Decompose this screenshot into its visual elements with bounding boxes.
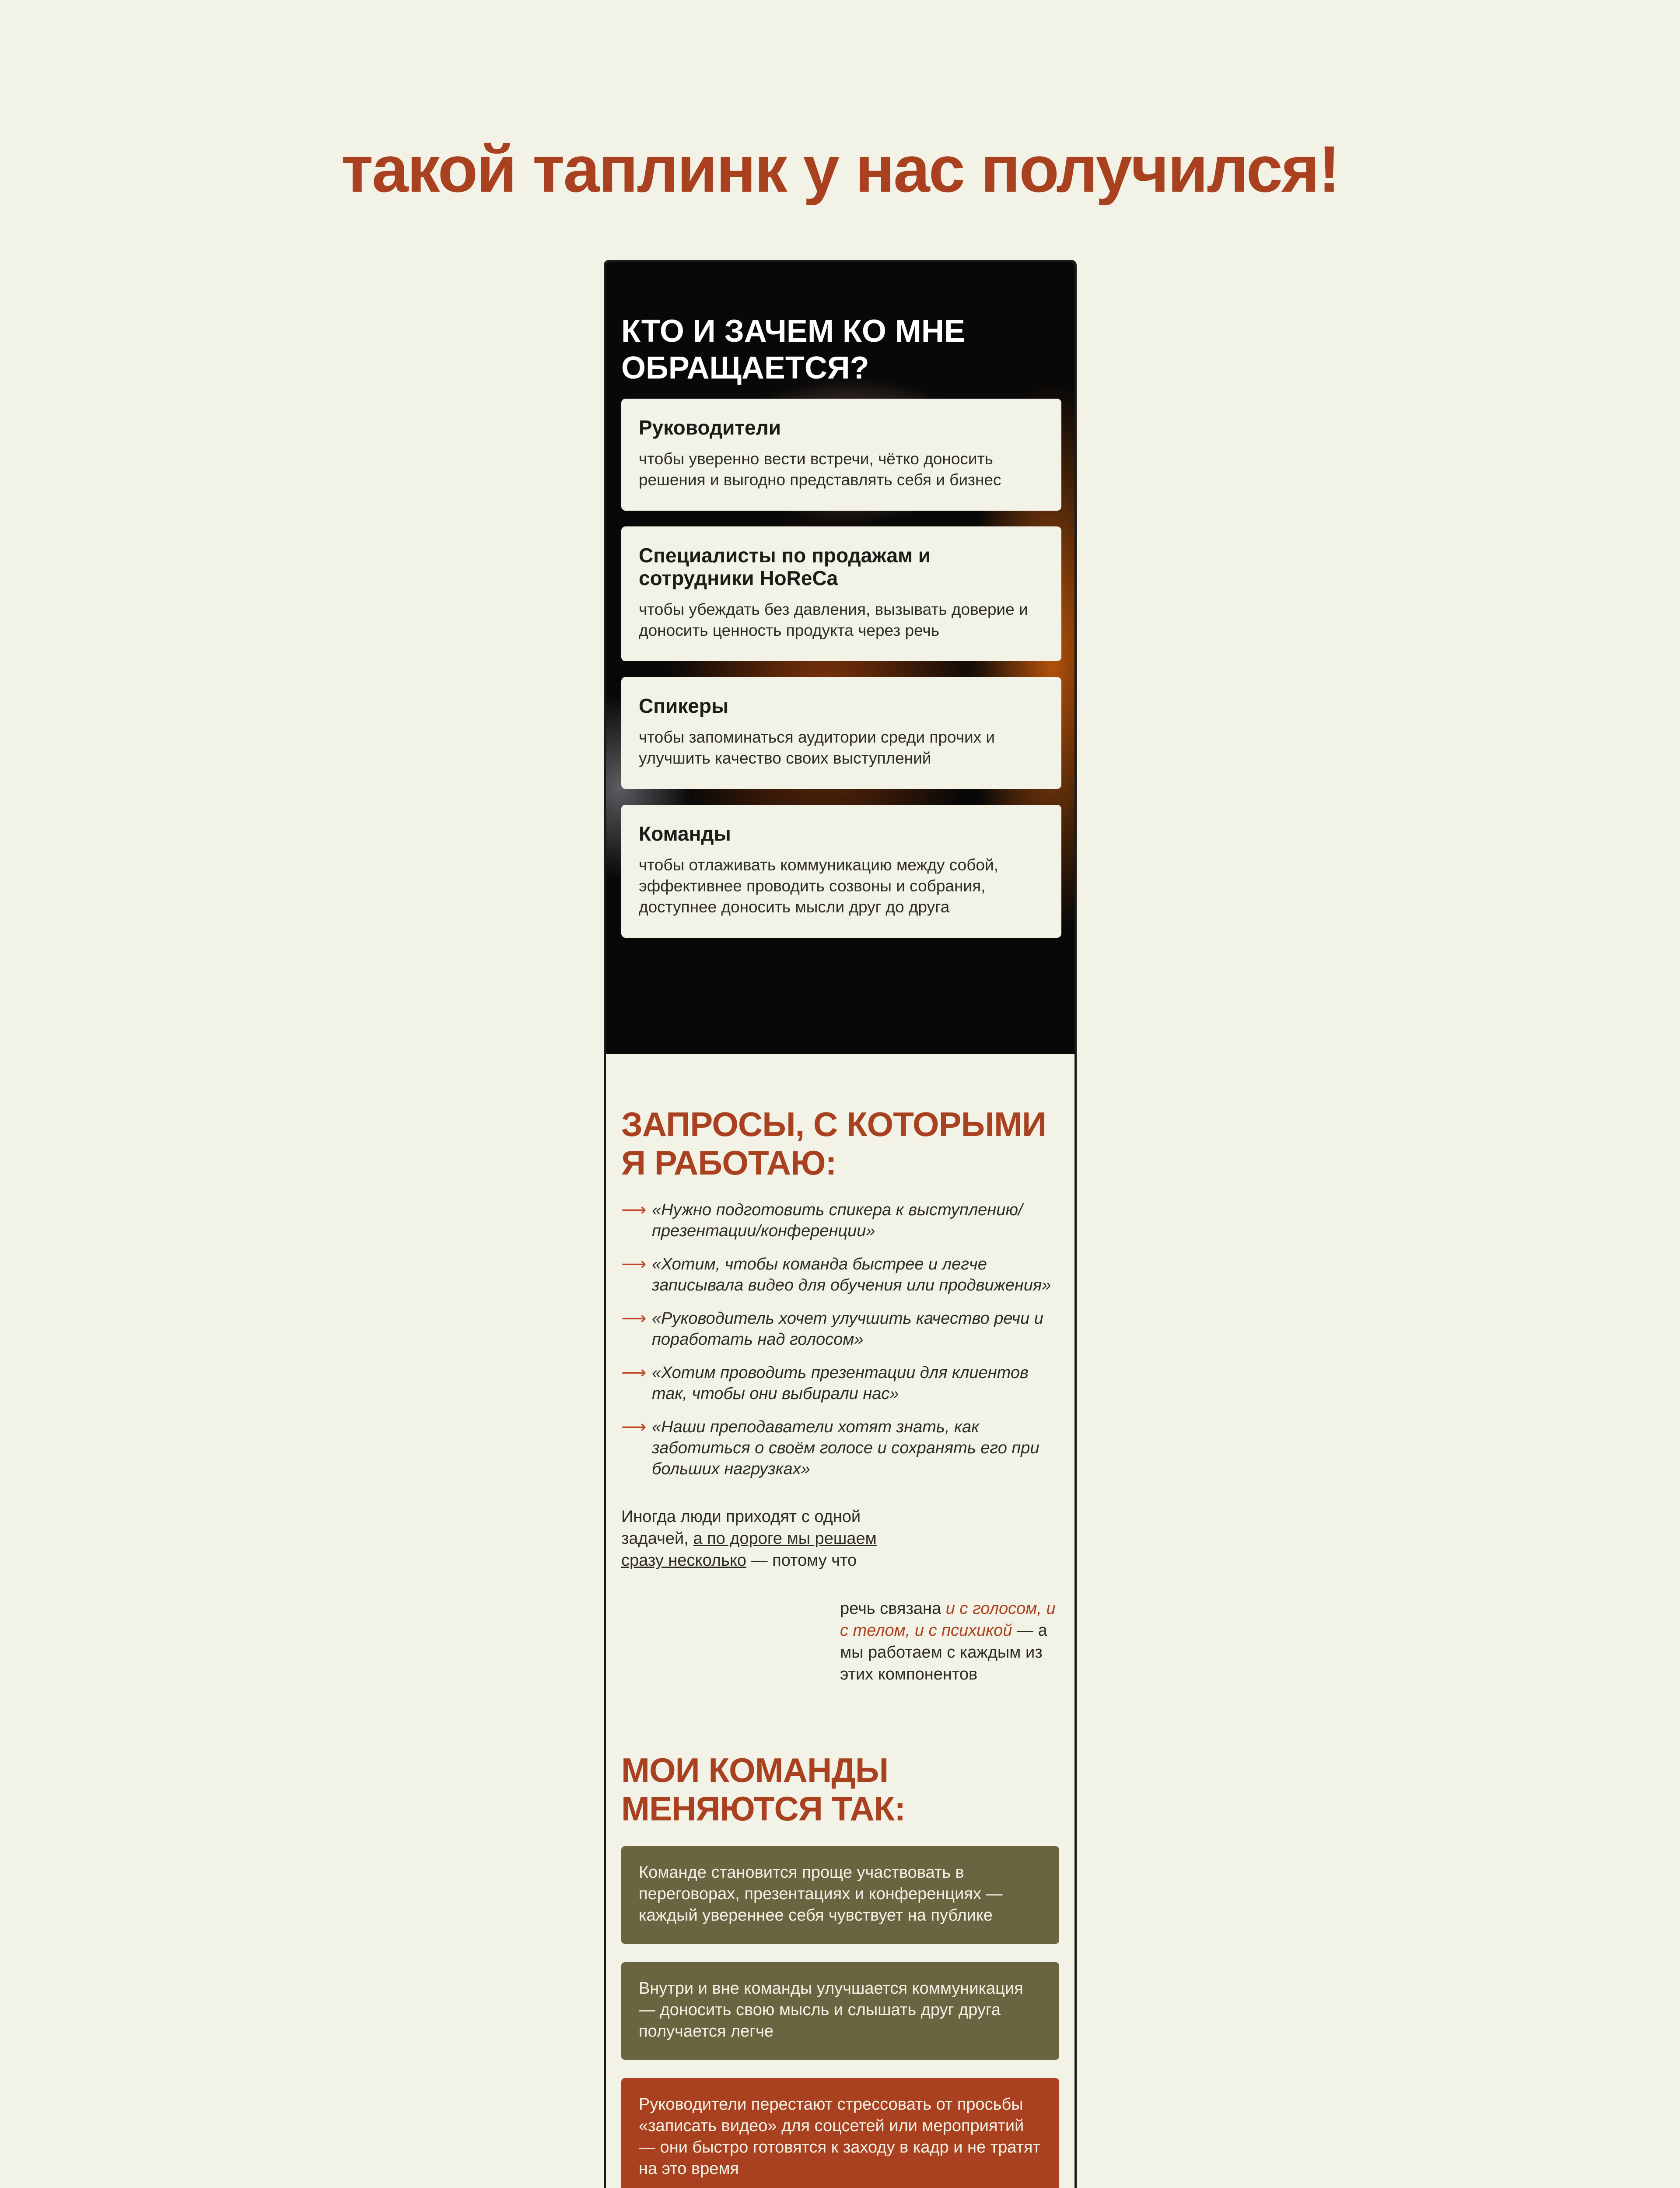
request-text: «Хотим проводить презентации для клиентов так, чтобы они выбирали нас» <box>652 1364 1029 1403</box>
requests-list <box>621 1199 1059 1480</box>
audience-desc: чтобы запоминаться аудитории среди прочих и улучшить качество своих выступлений <box>639 728 995 767</box>
requests-section <box>606 1105 1074 1685</box>
audience-title: Команды <box>639 822 731 845</box>
list-item <box>621 1308 1059 1350</box>
arrow-right-icon: ⟶ <box>621 1200 647 1220</box>
arrow-right-icon: ⟶ <box>621 1255 647 1274</box>
note-paragraph <box>621 1506 910 1571</box>
list-item <box>621 1199 1059 1241</box>
arrow-right-icon: ⟶ <box>621 1363 647 1382</box>
hero-section <box>606 262 1074 1054</box>
note-paragraph <box>840 1598 1068 1685</box>
note-text: — потому что <box>746 1551 857 1570</box>
note-text: Иногда люди приходят с одной задачей, <box>621 1508 861 1548</box>
note-text: речь связана <box>840 1599 946 1618</box>
audience-desc: чтобы отлаживать коммуникацию между собой, эффективнее проводить созвоны и собрания, доступнее доносить мысли друг до друга <box>639 856 998 916</box>
arrow-right-icon: ⟶ <box>621 1309 647 1328</box>
list-item <box>621 1417 1059 1480</box>
audience-card <box>621 677 1061 789</box>
audience-title: Специалисты по продажам и сотрудники HoReCa <box>639 544 931 589</box>
page-title: такой таплинк у нас получился! <box>341 132 1339 206</box>
list-item <box>621 1362 1059 1404</box>
request-text: «Руководитель хочет улучшить качество речи и поработать над голосом» <box>652 1309 1043 1349</box>
note-text: — а мы работаем с каждым из этих компонентов <box>840 1621 1047 1683</box>
audience-card <box>621 526 1061 661</box>
audience-card <box>621 399 1061 511</box>
list-item <box>621 1254 1059 1296</box>
arrow-right-icon: ⟶ <box>621 1417 647 1437</box>
audience-desc: чтобы убеждать без давления, вызывать доверие и доносить ценность продукта через речь <box>639 600 1028 639</box>
taplink-preview <box>604 260 1077 2188</box>
change-card: Команде становится проще участвовать в переговорах, презентациях и конференциях — каждый увереннее себя чувствует на публике <box>621 1846 1059 1944</box>
audience-card <box>621 805 1061 938</box>
requests-title: ЗАПРОСЫ, С КОТОРЫМИ Я РАБОТАЮ: <box>621 1105 1046 1182</box>
changes-title: МОИ КОМАНДЫ МЕНЯЮТСЯ ТАК: <box>621 1751 906 1828</box>
change-card: Руководители перестают стрессовать от просьбы «записать видео» для соцсетей или мероприятий — они быстро готовятся к заходу в кадр и не тратят на это время <box>621 2078 1059 2188</box>
request-text: «Нужно подготовить спикера к выступлению/презентации/конференции» <box>652 1201 1023 1240</box>
request-text: «Хотим, чтобы команда быстрее и легче записывала видео для обучения или продвижения» <box>652 1255 1051 1294</box>
note-accent: и с голосом, и с телом, и с психикой <box>840 1599 1056 1640</box>
audience-title: Руководители <box>639 416 781 439</box>
request-text: «Наши преподаватели хотят знать, как заботиться о своём голосе и сохранять его при больших нагрузках» <box>652 1418 1040 1478</box>
note-underlined: а по дороге мы решаем сразу несколько <box>621 1529 877 1570</box>
changes-section <box>606 1751 1074 2188</box>
change-card: Внутри и вне команды улучшается коммуникация — доносить свою мысль и слышать друг друга получается легче <box>621 1962 1059 2060</box>
audience-title: Спикеры <box>639 694 729 717</box>
audience-desc: чтобы уверенно вести встречи, чётко доносить решения и выгодно представлять себя и бизнес <box>639 450 1001 489</box>
hero-title: КТО И ЗАЧЕМ КО МНЕ ОБРАЩАЕТСЯ? <box>621 314 965 386</box>
